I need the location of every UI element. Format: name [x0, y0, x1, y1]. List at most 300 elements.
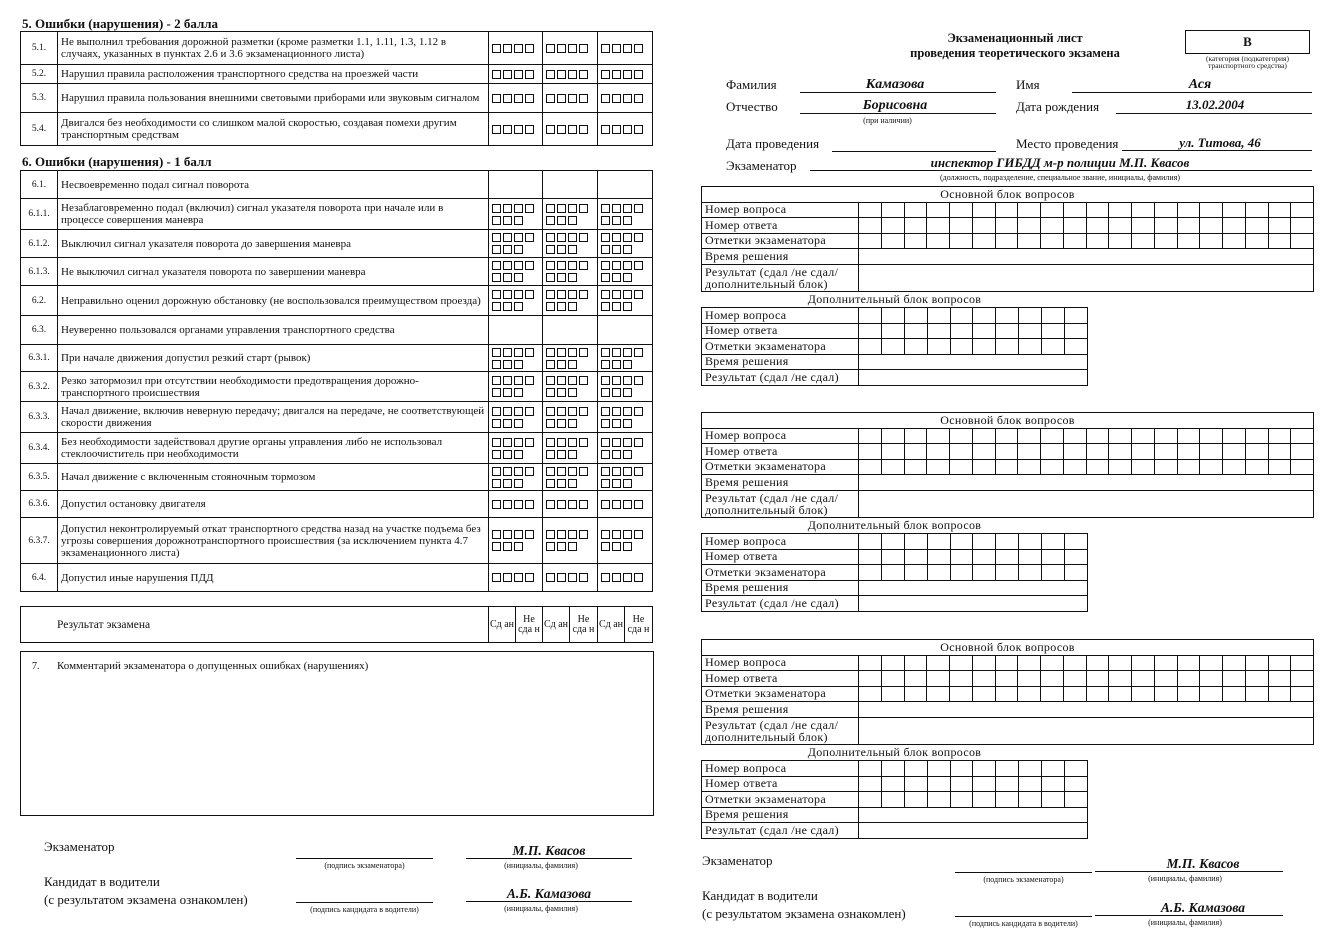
answer-cell[interactable]: [859, 218, 882, 234]
answer-cell[interactable]: [1018, 444, 1041, 460]
checkbox[interactable]: [557, 94, 566, 103]
main-result-cell[interactable]: [859, 264, 1314, 291]
checkbox[interactable]: [546, 500, 555, 509]
checkbox[interactable]: [601, 216, 610, 225]
checkbox[interactable]: [623, 419, 632, 428]
answer-cell[interactable]: [859, 323, 882, 339]
checkbox[interactable]: [612, 273, 621, 282]
answer-cell[interactable]: [1018, 202, 1041, 218]
checkbox[interactable]: [503, 500, 512, 509]
checkbox[interactable]: [601, 261, 610, 270]
answer-cell[interactable]: [904, 549, 927, 565]
solve-time-cell[interactable]: [859, 249, 1314, 265]
checkbox[interactable]: [525, 407, 534, 416]
checkbox[interactable]: [492, 94, 501, 103]
checkbox[interactable]: [503, 44, 512, 53]
answer-cell[interactable]: [995, 671, 1018, 687]
checkbox[interactable]: [525, 70, 534, 79]
comment-box[interactable]: [20, 651, 654, 816]
checkbox[interactable]: [503, 542, 512, 551]
answer-cell[interactable]: [904, 339, 927, 355]
answer-cell[interactable]: [927, 308, 950, 324]
checkbox[interactable]: [568, 388, 577, 397]
answer-cell[interactable]: [881, 565, 904, 581]
answer-cell[interactable]: [1042, 339, 1065, 355]
checkbox[interactable]: [601, 245, 610, 254]
checkbox[interactable]: [557, 233, 566, 242]
checkbox[interactable]: [546, 573, 555, 582]
checkbox[interactable]: [634, 204, 643, 213]
checkbox[interactable]: [623, 450, 632, 459]
checkbox[interactable]: [568, 450, 577, 459]
checkbox[interactable]: [503, 530, 512, 539]
answer-cell[interactable]: [927, 792, 950, 808]
checkbox[interactable]: [492, 479, 501, 488]
answer-cell[interactable]: [1018, 671, 1041, 687]
checkbox[interactable]: [503, 233, 512, 242]
answer-cell[interactable]: [881, 444, 904, 460]
checkbox[interactable]: [623, 273, 632, 282]
checkbox[interactable]: [492, 273, 501, 282]
checkbox[interactable]: [514, 216, 523, 225]
answer-cell[interactable]: [1223, 686, 1246, 702]
checkbox[interactable]: [568, 216, 577, 225]
checkbox[interactable]: [601, 125, 610, 134]
checkbox[interactable]: [492, 216, 501, 225]
checkbox[interactable]: [546, 450, 555, 459]
checkbox[interactable]: [557, 542, 566, 551]
answer-cell[interactable]: [1109, 671, 1132, 687]
answer-cell[interactable]: [950, 655, 973, 671]
checkbox[interactable]: [492, 302, 501, 311]
answer-cell[interactable]: [972, 655, 995, 671]
answer-cell[interactable]: [904, 534, 927, 550]
checkbox[interactable]: [612, 290, 621, 299]
answer-cell[interactable]: [1019, 308, 1042, 324]
answer-cell[interactable]: [1291, 686, 1314, 702]
checkbox[interactable]: [568, 530, 577, 539]
checkbox[interactable]: [503, 360, 512, 369]
checkbox[interactable]: [579, 44, 588, 53]
answer-cell[interactable]: [1042, 792, 1065, 808]
solve-time-cell[interactable]: [859, 807, 1088, 823]
answer-cell[interactable]: [881, 428, 904, 444]
answer-cell[interactable]: [1063, 428, 1086, 444]
checkbox[interactable]: [579, 204, 588, 213]
answer-cell[interactable]: [1268, 428, 1291, 444]
answer-cell[interactable]: [1200, 444, 1223, 460]
answer-cell[interactable]: [1200, 233, 1223, 249]
checkbox[interactable]: [568, 348, 577, 357]
checkbox[interactable]: [546, 348, 555, 357]
answer-cell[interactable]: [881, 233, 904, 249]
answer-cell[interactable]: [1109, 428, 1132, 444]
answer-cell[interactable]: [996, 323, 1019, 339]
checkbox[interactable]: [503, 438, 512, 447]
checkbox[interactable]: [546, 376, 555, 385]
checkbox[interactable]: [623, 261, 632, 270]
checkbox[interactable]: [601, 450, 610, 459]
checkbox[interactable]: [634, 438, 643, 447]
answer-cell[interactable]: [1065, 339, 1088, 355]
checkbox[interactable]: [514, 573, 523, 582]
answer-cell[interactable]: [1268, 233, 1291, 249]
checkbox[interactable]: [634, 125, 643, 134]
checkbox[interactable]: [612, 70, 621, 79]
answer-cell[interactable]: [1223, 202, 1246, 218]
checkbox[interactable]: [546, 44, 555, 53]
checkbox[interactable]: [634, 70, 643, 79]
answer-cell[interactable]: [1245, 459, 1268, 475]
answer-cell[interactable]: [1177, 218, 1200, 234]
answer-cell[interactable]: [1019, 323, 1042, 339]
checkbox[interactable]: [568, 573, 577, 582]
checkbox[interactable]: [525, 261, 534, 270]
checkbox[interactable]: [503, 261, 512, 270]
checkbox[interactable]: [557, 376, 566, 385]
answer-cell[interactable]: [1132, 233, 1155, 249]
answer-cell[interactable]: [904, 218, 927, 234]
answer-cell[interactable]: [950, 565, 973, 581]
answer-cell[interactable]: [1109, 444, 1132, 460]
answer-cell[interactable]: [1041, 444, 1064, 460]
answer-cell[interactable]: [1063, 202, 1086, 218]
answer-cell[interactable]: [1268, 671, 1291, 687]
checkbox[interactable]: [514, 479, 523, 488]
answer-cell[interactable]: [950, 761, 973, 777]
checkbox[interactable]: [492, 467, 501, 476]
checkbox[interactable]: [579, 261, 588, 270]
answer-cell[interactable]: [881, 549, 904, 565]
checkbox[interactable]: [492, 261, 501, 270]
checkbox[interactable]: [634, 348, 643, 357]
checkbox[interactable]: [623, 360, 632, 369]
answer-cell[interactable]: [1041, 655, 1064, 671]
checkbox[interactable]: [623, 348, 632, 357]
answer-cell[interactable]: [881, 761, 904, 777]
checkbox[interactable]: [546, 261, 555, 270]
answer-cell[interactable]: [881, 655, 904, 671]
answer-cell[interactable]: [1018, 428, 1041, 444]
answer-cell[interactable]: [904, 323, 927, 339]
checkbox[interactable]: [568, 360, 577, 369]
answer-cell[interactable]: [1291, 218, 1314, 234]
answer-cell[interactable]: [972, 428, 995, 444]
answer-cell[interactable]: [1132, 218, 1155, 234]
checkbox[interactable]: [623, 500, 632, 509]
checkbox[interactable]: [612, 125, 621, 134]
answer-cell[interactable]: [1086, 671, 1109, 687]
not-passed-cell-2[interactable]: Не сда н: [570, 607, 598, 643]
answer-cell[interactable]: [1063, 686, 1086, 702]
answer-cell[interactable]: [927, 202, 950, 218]
checkbox[interactable]: [492, 500, 501, 509]
answer-cell[interactable]: [972, 202, 995, 218]
answer-cell[interactable]: [1177, 655, 1200, 671]
answer-cell[interactable]: [881, 339, 904, 355]
checkbox[interactable]: [514, 204, 523, 213]
checkbox[interactable]: [546, 216, 555, 225]
answer-cell[interactable]: [859, 671, 882, 687]
checkbox[interactable]: [623, 44, 632, 53]
checkbox[interactable]: [492, 44, 501, 53]
answer-cell[interactable]: [1223, 428, 1246, 444]
checkbox[interactable]: [568, 479, 577, 488]
checkbox[interactable]: [557, 302, 566, 311]
answer-cell[interactable]: [950, 671, 973, 687]
extra-result-cell[interactable]: [859, 823, 1088, 839]
answer-cell[interactable]: [1042, 761, 1065, 777]
answer-cell[interactable]: [1019, 761, 1042, 777]
checkbox[interactable]: [557, 479, 566, 488]
checkbox[interactable]: [568, 44, 577, 53]
checkbox[interactable]: [503, 407, 512, 416]
answer-cell[interactable]: [1086, 459, 1109, 475]
checkbox[interactable]: [503, 479, 512, 488]
checkbox[interactable]: [492, 438, 501, 447]
answer-cell[interactable]: [927, 671, 950, 687]
answer-cell[interactable]: [973, 776, 996, 792]
answer-cell[interactable]: [859, 202, 882, 218]
checkbox[interactable]: [612, 530, 621, 539]
checkbox[interactable]: [601, 438, 610, 447]
answer-cell[interactable]: [995, 218, 1018, 234]
answer-cell[interactable]: [904, 428, 927, 444]
answer-cell[interactable]: [1041, 218, 1064, 234]
checkbox[interactable]: [557, 388, 566, 397]
checkbox[interactable]: [601, 273, 610, 282]
checkbox[interactable]: [568, 467, 577, 476]
checkbox[interactable]: [492, 245, 501, 254]
checkbox[interactable]: [623, 94, 632, 103]
checkbox[interactable]: [579, 438, 588, 447]
checkbox[interactable]: [612, 376, 621, 385]
checkbox[interactable]: [546, 273, 555, 282]
answer-cell[interactable]: [1245, 671, 1268, 687]
checkbox[interactable]: [514, 467, 523, 476]
checkbox[interactable]: [601, 204, 610, 213]
answer-cell[interactable]: [1268, 655, 1291, 671]
answer-cell[interactable]: [1177, 459, 1200, 475]
checkbox[interactable]: [546, 419, 555, 428]
answer-cell[interactable]: [995, 655, 1018, 671]
answer-cell[interactable]: [1223, 218, 1246, 234]
checkbox[interactable]: [623, 290, 632, 299]
answer-cell[interactable]: [927, 444, 950, 460]
checkbox[interactable]: [525, 348, 534, 357]
checkbox[interactable]: [579, 467, 588, 476]
checkbox[interactable]: [579, 407, 588, 416]
answer-cell[interactable]: [996, 761, 1019, 777]
answer-cell[interactable]: [973, 549, 996, 565]
checkbox[interactable]: [601, 407, 610, 416]
answer-cell[interactable]: [1042, 776, 1065, 792]
checkbox[interactable]: [525, 467, 534, 476]
checkbox[interactable]: [601, 479, 610, 488]
answer-cell[interactable]: [859, 776, 882, 792]
answer-cell[interactable]: [881, 308, 904, 324]
checkbox[interactable]: [514, 376, 523, 385]
checkbox[interactable]: [623, 530, 632, 539]
answer-cell[interactable]: [1041, 428, 1064, 444]
answer-cell[interactable]: [1109, 233, 1132, 249]
answer-cell[interactable]: [995, 686, 1018, 702]
checkbox[interactable]: [525, 125, 534, 134]
checkbox[interactable]: [568, 376, 577, 385]
checkbox[interactable]: [568, 273, 577, 282]
checkbox[interactable]: [557, 348, 566, 357]
answer-cell[interactable]: [1154, 459, 1177, 475]
answer-cell[interactable]: [1086, 686, 1109, 702]
answer-cell[interactable]: [1200, 671, 1223, 687]
answer-cell[interactable]: [1018, 459, 1041, 475]
checkbox[interactable]: [492, 407, 501, 416]
answer-cell[interactable]: [973, 339, 996, 355]
checkbox[interactable]: [546, 70, 555, 79]
answer-cell[interactable]: [881, 534, 904, 550]
answer-cell[interactable]: [859, 459, 882, 475]
answer-cell[interactable]: [1291, 202, 1314, 218]
checkbox[interactable]: [568, 245, 577, 254]
checkbox[interactable]: [503, 467, 512, 476]
answer-cell[interactable]: [1177, 428, 1200, 444]
solve-time-cell[interactable]: [859, 475, 1314, 491]
checkbox[interactable]: [557, 216, 566, 225]
answer-cell[interactable]: [859, 565, 882, 581]
passed-cell-3[interactable]: Сд ан: [598, 607, 625, 643]
checkbox[interactable]: [579, 94, 588, 103]
answer-cell[interactable]: [1063, 655, 1086, 671]
checkbox[interactable]: [503, 125, 512, 134]
answer-cell[interactable]: [904, 792, 927, 808]
answer-cell[interactable]: [1177, 233, 1200, 249]
answer-cell[interactable]: [1132, 671, 1155, 687]
answer-cell[interactable]: [927, 549, 950, 565]
checkbox[interactable]: [612, 467, 621, 476]
checkbox[interactable]: [503, 245, 512, 254]
checkbox[interactable]: [612, 450, 621, 459]
checkbox[interactable]: [557, 530, 566, 539]
answer-cell[interactable]: [1109, 459, 1132, 475]
answer-cell[interactable]: [950, 339, 973, 355]
answer-cell[interactable]: [950, 428, 973, 444]
answer-cell[interactable]: [1245, 233, 1268, 249]
answer-cell[interactable]: [1268, 202, 1291, 218]
checkbox[interactable]: [612, 360, 621, 369]
checkbox[interactable]: [623, 376, 632, 385]
answer-cell[interactable]: [1154, 428, 1177, 444]
checkbox[interactable]: [514, 530, 523, 539]
answer-cell[interactable]: [1177, 686, 1200, 702]
answer-cell[interactable]: [973, 565, 996, 581]
answer-cell[interactable]: [859, 792, 882, 808]
checkbox[interactable]: [514, 261, 523, 270]
answer-cell[interactable]: [972, 444, 995, 460]
answer-cell[interactable]: [904, 776, 927, 792]
checkbox[interactable]: [579, 348, 588, 357]
solve-time-cell[interactable]: [859, 702, 1314, 718]
answer-cell[interactable]: [950, 323, 973, 339]
checkbox[interactable]: [514, 70, 523, 79]
answer-cell[interactable]: [973, 308, 996, 324]
answer-cell[interactable]: [1109, 218, 1132, 234]
answer-cell[interactable]: [1018, 686, 1041, 702]
checkbox[interactable]: [557, 407, 566, 416]
checkbox[interactable]: [623, 70, 632, 79]
answer-cell[interactable]: [1177, 202, 1200, 218]
checkbox[interactable]: [492, 530, 501, 539]
checkbox[interactable]: [634, 500, 643, 509]
answer-cell[interactable]: [1223, 671, 1246, 687]
checkbox[interactable]: [601, 542, 610, 551]
answer-cell[interactable]: [859, 308, 882, 324]
checkbox[interactable]: [568, 261, 577, 270]
answer-cell[interactable]: [927, 339, 950, 355]
answer-cell[interactable]: [1200, 459, 1223, 475]
checkbox[interactable]: [514, 438, 523, 447]
checkbox[interactable]: [568, 419, 577, 428]
checkbox[interactable]: [492, 542, 501, 551]
answer-cell[interactable]: [1132, 459, 1155, 475]
answer-cell[interactable]: [1154, 218, 1177, 234]
checkbox[interactable]: [525, 530, 534, 539]
checkbox[interactable]: [557, 204, 566, 213]
checkbox[interactable]: [568, 500, 577, 509]
checkbox[interactable]: [514, 388, 523, 397]
checkbox[interactable]: [546, 388, 555, 397]
checkbox[interactable]: [623, 216, 632, 225]
checkbox[interactable]: [546, 479, 555, 488]
checkbox[interactable]: [503, 376, 512, 385]
checkbox[interactable]: [546, 204, 555, 213]
answer-cell[interactable]: [1268, 686, 1291, 702]
checkbox[interactable]: [579, 376, 588, 385]
answer-cell[interactable]: [881, 202, 904, 218]
checkbox[interactable]: [503, 290, 512, 299]
checkbox[interactable]: [623, 245, 632, 254]
answer-cell[interactable]: [1245, 218, 1268, 234]
answer-cell[interactable]: [995, 428, 1018, 444]
checkbox[interactable]: [525, 204, 534, 213]
answer-cell[interactable]: [1223, 233, 1246, 249]
checkbox[interactable]: [623, 573, 632, 582]
answer-cell[interactable]: [1200, 655, 1223, 671]
checkbox[interactable]: [503, 302, 512, 311]
checkbox[interactable]: [612, 407, 621, 416]
answer-cell[interactable]: [1042, 534, 1065, 550]
answer-cell[interactable]: [1065, 323, 1088, 339]
answer-cell[interactable]: [950, 792, 973, 808]
answer-cell[interactable]: [1200, 218, 1223, 234]
answer-cell[interactable]: [1019, 534, 1042, 550]
answer-cell[interactable]: [859, 534, 882, 550]
answer-cell[interactable]: [1200, 428, 1223, 444]
checkbox[interactable]: [525, 233, 534, 242]
answer-cell[interactable]: [995, 459, 1018, 475]
checkbox[interactable]: [503, 450, 512, 459]
answer-cell[interactable]: [881, 218, 904, 234]
answer-cell[interactable]: [972, 233, 995, 249]
checkbox[interactable]: [503, 348, 512, 357]
checkbox[interactable]: [492, 290, 501, 299]
answer-cell[interactable]: [1109, 686, 1132, 702]
checkbox[interactable]: [525, 290, 534, 299]
checkbox[interactable]: [514, 302, 523, 311]
answer-cell[interactable]: [904, 761, 927, 777]
answer-cell[interactable]: [996, 534, 1019, 550]
answer-cell[interactable]: [1018, 218, 1041, 234]
answer-cell[interactable]: [1291, 459, 1314, 475]
